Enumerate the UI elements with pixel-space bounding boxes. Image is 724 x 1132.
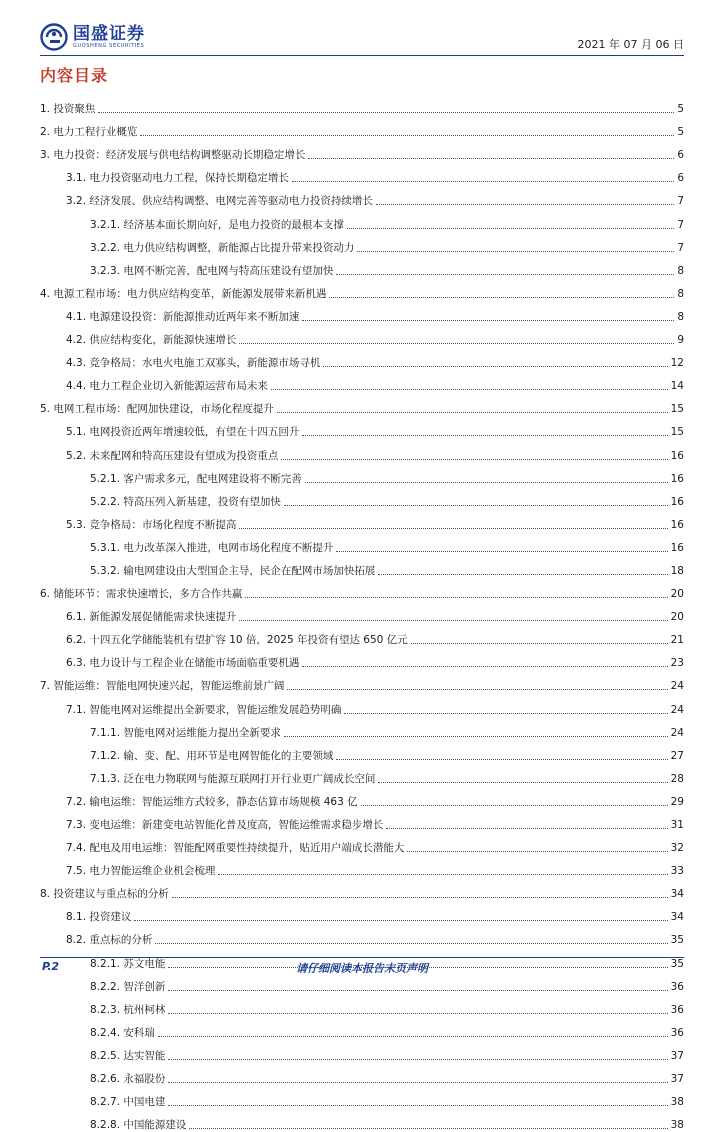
toc-entry-page: 12 <box>670 357 684 370</box>
toc-entry-page: 5 <box>677 126 684 139</box>
toc-entry-label: 7.3. 变电运维：新建变电站智能化普及度高，智能运维需求稳步增长 <box>66 819 384 831</box>
toc-entry-label: 6.3. 电力设计与工程企业在储能市场面临重要机遇 <box>66 657 300 670</box>
toc-entry[interactable] <box>40 624 684 647</box>
toc-entry-page: 35 <box>670 957 684 970</box>
toc-dot-leader <box>336 759 667 760</box>
toc-entry-page: 37 <box>670 1049 684 1062</box>
header-divider <box>40 55 684 56</box>
toc-entry-label: 7.5. 电力智能运维企业机会梳理 <box>66 865 216 878</box>
toc-entry[interactable] <box>40 1063 684 1086</box>
toc-entry-label: 7.1.2. 输、变、配、用环节是电网智能化的主要领域 <box>90 749 334 762</box>
toc-entry-page: 24 <box>670 726 684 739</box>
toc-entry[interactable] <box>40 878 684 901</box>
toc-entry[interactable] <box>40 301 684 324</box>
toc-entry-label: 8.2.8. 中国能源建设 <box>90 1119 187 1132</box>
toc-entry[interactable] <box>40 901 684 924</box>
toc-entry-page: 8 <box>677 287 684 300</box>
toc-entry-label: 5.2.2. 特高压列入新基建，投资有望加快 <box>90 495 281 508</box>
toc-entry[interactable] <box>40 717 684 740</box>
toc-entry-page: 36 <box>670 980 684 993</box>
toc-entry[interactable] <box>40 116 684 139</box>
toc-entry[interactable] <box>40 1086 684 1109</box>
toc-entry-label: 6. 储能环节：需求快速增长，多方合作共赢 <box>40 588 243 601</box>
toc-dot-leader <box>302 320 674 321</box>
toc-entry-page: 8 <box>677 310 684 323</box>
toc-entry[interactable] <box>40 1040 684 1063</box>
toc-dot-leader <box>411 643 668 644</box>
toc-entry-page: 35 <box>670 934 684 947</box>
toc-entry-label: 7.1. 智能电网对运维提出全新要求，智能运维发展趋势明确 <box>66 703 342 716</box>
toc-entry-label: 5.2. 未来配网和特高压建设有望成为投资重点 <box>66 449 279 462</box>
toc-entry-label: 8. 投资建议与重点标的分析 <box>40 888 169 901</box>
toc-entry[interactable] <box>40 763 684 786</box>
toc-entry[interactable] <box>40 232 684 255</box>
toc-entry[interactable] <box>40 162 684 185</box>
toc-dot-leader <box>347 228 674 229</box>
toc-entry[interactable] <box>40 670 684 693</box>
toc-entry-page: 24 <box>670 680 684 693</box>
toc-entry-label: 3.2.3. 电网不断完善，配电网与特高压建设有望加快 <box>90 264 334 277</box>
toc-dot-leader <box>407 851 667 852</box>
toc-entry-label: 8.2.3. 杭州柯林 <box>90 1003 166 1016</box>
toc-entry[interactable] <box>40 786 684 809</box>
toc-entry-page: 6 <box>677 172 684 185</box>
page-header <box>40 22 684 56</box>
toc-entry-page: 9 <box>677 334 684 347</box>
toc-dot-leader <box>168 1059 667 1060</box>
toc-entry[interactable] <box>40 208 684 231</box>
toc-entry-label: 2. 电力工程行业概览 <box>40 126 138 139</box>
toc-dot-leader <box>329 297 674 298</box>
toc-entry-page: 29 <box>670 795 684 808</box>
toc-dot-leader <box>239 620 667 621</box>
toc-dot-leader <box>292 181 674 182</box>
footer-divider <box>40 957 684 958</box>
toc-entry[interactable] <box>40 347 684 370</box>
toc-entry[interactable] <box>40 855 684 878</box>
toc-entry-label: 7.4. 配电及用电运维：智能配网重要性持续提升，贴近用户端成长潜能大 <box>66 842 405 855</box>
toc-entry[interactable] <box>40 601 684 624</box>
toc-dot-leader <box>158 1036 668 1037</box>
toc-dot-leader <box>287 689 667 690</box>
toc-entry-page: 38 <box>670 1119 684 1132</box>
company-name-en: GUOSHENG SECURITIES <box>73 42 145 49</box>
toc-dot-leader <box>323 366 667 367</box>
toc-dot-leader <box>172 897 668 898</box>
toc-entry-page: 24 <box>670 703 684 716</box>
toc-entry[interactable] <box>40 139 684 162</box>
toc-entry-page: 16 <box>670 518 684 531</box>
toc-dot-leader <box>277 412 668 413</box>
toc-entry-page: 18 <box>670 564 684 577</box>
toc-dot-leader <box>305 482 668 483</box>
toc-entry[interactable] <box>40 555 684 578</box>
toc-dot-leader <box>168 1082 667 1083</box>
toc-entry-label: 5.3.1. 电力改革深入推进，电网市场化程度不断提升 <box>90 541 334 554</box>
toc-entry[interactable] <box>40 532 684 555</box>
toc-entry-page: 31 <box>670 819 684 831</box>
toc-entry-label: 5.3. 竞争格局：市场化程度不断提高 <box>66 518 237 531</box>
toc-entry-label: 6.2. 十四五化学储能装机有望扩容 10 倍，2025 年投资有望达 650 亿元 <box>66 634 408 647</box>
toc-entry-page: 7 <box>677 195 684 208</box>
toc-dot-leader <box>376 204 674 205</box>
toc-entry-page: 20 <box>670 588 684 601</box>
toc-entry[interactable] <box>40 416 684 439</box>
toc-entry-label: 5. 电网工程市场：配网加快建设，市场化程度提升 <box>40 403 274 416</box>
toc-entry[interactable] <box>40 185 684 208</box>
footer-disclaimer-note: 请仔细阅读本报告末页声明 <box>296 962 428 975</box>
toc-dot-leader <box>218 874 667 875</box>
toc-entry-page: 36 <box>670 1003 684 1016</box>
toc-entry[interactable] <box>40 924 684 947</box>
table-of-contents <box>40 93 684 1132</box>
toc-entry-page: 36 <box>670 1026 684 1039</box>
toc-dot-leader <box>357 251 674 252</box>
toc-dot-leader <box>239 343 674 344</box>
toc-entry-label: 8.2.4. 安科瑞 <box>90 1026 155 1039</box>
toc-entry-label: 5.1. 电网投资近两年增速较低，有望在十四五回升 <box>66 426 300 439</box>
toc-entry[interactable] <box>40 1017 684 1040</box>
toc-entry-page: 33 <box>670 865 684 878</box>
report-date: 2021 年 07 月 06 日 <box>577 38 684 51</box>
toc-entry-label: 3. 电力投资：经济发展与供电结构调整驱动长期稳定增长 <box>40 149 306 162</box>
toc-dot-leader <box>271 389 668 390</box>
toc-dot-leader <box>284 505 668 506</box>
toc-entry-page: 15 <box>670 403 684 416</box>
toc-entry-label: 4.3. 竞争格局：水电火电施工双寡头，新能源市场寻机 <box>66 357 321 370</box>
toc-entry-page: 6 <box>677 149 684 162</box>
toc-entry-label: 8.2.1. 苏文电能 <box>90 957 166 970</box>
toc-entry[interactable] <box>40 740 684 763</box>
toc-entry-page: 32 <box>670 842 684 855</box>
toc-entry-page: 7 <box>677 241 684 254</box>
toc-dot-leader <box>336 551 667 552</box>
toc-entry-label: 3.2.2. 电力供应结构调整，新能源占比提升带来投资动力 <box>90 241 355 254</box>
toc-entry-label: 8.2.5. 达实智能 <box>90 1049 166 1062</box>
toc-dot-leader <box>239 528 667 529</box>
toc-entry-page: 16 <box>670 449 684 462</box>
toc-entry-label: 8.2.7. 中国电建 <box>90 1096 166 1109</box>
toc-entry-label: 5.3.2. 输电网建设由大型国企主导，民企在配网市场加快拓展 <box>90 564 376 577</box>
toc-dot-leader <box>378 574 667 575</box>
toc-entry-page: 34 <box>670 888 684 901</box>
toc-entry[interactable] <box>40 393 684 416</box>
company-logo <box>40 22 145 52</box>
footer-page-number: P.2 <box>42 960 60 973</box>
toc-entry-label: 4. 电源工程市场：电力供应结构变革，新能源发展带来新机遇 <box>40 287 327 300</box>
toc-entry[interactable] <box>40 439 684 462</box>
toc-entry-label: 6.1. 新能源发展促储能需求快速提升 <box>66 611 237 624</box>
toc-dot-leader <box>168 1013 667 1014</box>
toc-entry[interactable] <box>40 255 684 278</box>
toc-dot-leader <box>378 782 667 783</box>
toc-entry-page: 21 <box>670 634 684 647</box>
toc-dot-leader <box>134 920 667 921</box>
toc-entry-page: 23 <box>670 657 684 670</box>
toc-dot-leader <box>336 274 674 275</box>
toc-entry[interactable] <box>40 324 684 347</box>
toc-entry-page: 37 <box>670 1073 684 1086</box>
toc-dot-leader <box>168 990 667 991</box>
toc-dot-leader <box>98 112 674 113</box>
company-name-cn: 国盛证券 <box>73 23 145 44</box>
toc-dot-leader <box>155 943 667 944</box>
toc-entry[interactable] <box>40 93 684 116</box>
toc-entry-page: 16 <box>670 495 684 508</box>
toc-entry-page: 7 <box>677 218 684 231</box>
toc-dot-leader <box>361 805 668 806</box>
toc-entry-label: 8.2. 重点标的分析 <box>66 934 153 947</box>
toc-entry[interactable] <box>40 463 684 486</box>
toc-entry-page: 34 <box>670 911 684 924</box>
toc-dot-leader <box>189 1128 667 1129</box>
toc-entry[interactable] <box>40 486 684 509</box>
toc-dot-leader <box>281 459 667 460</box>
toc-entry[interactable] <box>40 994 684 1017</box>
toc-dot-leader <box>140 135 674 136</box>
toc-entry-label: 7.2. 输电运维：智能运维方式较多，静态估算市场规模 463 亿 <box>66 795 358 808</box>
toc-entry-page: 8 <box>677 264 684 277</box>
toc-dot-leader <box>284 736 668 737</box>
toc-dot-leader <box>344 713 667 714</box>
toc-entry-label: 8.2.2. 智洋创新 <box>90 980 166 993</box>
toc-entry-label: 4.2. 供应结构变化，新能源快速增长 <box>66 334 237 347</box>
toc-dot-leader <box>302 666 667 667</box>
toc-entry-label: 4.4. 电力工程企业切入新能源运营布局未来 <box>66 380 268 393</box>
toc-dot-leader <box>168 1105 667 1106</box>
toc-entry-page: 16 <box>670 472 684 485</box>
toc-entry[interactable] <box>40 647 684 670</box>
toc-entry[interactable] <box>40 370 684 393</box>
toc-title: 内容目录 <box>40 66 109 85</box>
toc-entry-page: 15 <box>670 426 684 439</box>
toc-entry-label: 4.1. 电源建设投资：新能源推动近两年来不断加速 <box>66 310 300 323</box>
toc-entry-page: 28 <box>670 772 684 785</box>
toc-entry[interactable] <box>40 693 684 716</box>
toc-entry-page: 20 <box>670 611 684 624</box>
toc-dot-leader <box>308 158 674 159</box>
toc-entry-label: 8.1. 投资建议 <box>66 911 132 924</box>
toc-entry[interactable] <box>40 509 684 532</box>
toc-entry[interactable] <box>40 1109 684 1132</box>
toc-entry-page: 14 <box>670 380 684 393</box>
toc-entry[interactable] <box>40 278 684 301</box>
toc-dot-leader <box>386 828 667 829</box>
toc-entry-page: 5 <box>677 103 684 116</box>
toc-entry-label: 1. 投资聚焦 <box>40 103 96 116</box>
toc-entry[interactable] <box>40 832 684 855</box>
toc-dot-leader <box>302 435 667 436</box>
guosheng-logo-icon <box>40 23 68 51</box>
toc-entry-label: 3.2. 经济发展、供应结构调整、电网完善等驱动电力投资持续增长 <box>66 195 373 208</box>
toc-entry[interactable] <box>40 578 684 601</box>
toc-entry-page: 27 <box>670 749 684 762</box>
toc-entry-label: 8.2.6. 永福股份 <box>90 1073 166 1086</box>
toc-entry-label: 3.2.1. 经济基本面长期向好，是电力投资的最根本支撑 <box>90 218 344 231</box>
toc-entry-label: 7. 智能运维：智能电网快速兴起，智能运维前景广阔 <box>40 680 285 693</box>
toc-entry-label: 7.1.1. 智能电网对运维能力提出全新要求 <box>90 726 281 739</box>
toc-entry-page: 16 <box>670 541 684 554</box>
toc-entry-label: 7.1.3. 泛在电力物联网与能源互联网打开行业更广阔成长空间 <box>90 772 376 785</box>
toc-entry-page: 38 <box>670 1096 684 1109</box>
toc-entry-label: 3.1. 电力投资驱动电力工程，保持长期稳定增长 <box>66 172 289 185</box>
toc-entry[interactable] <box>40 809 684 832</box>
toc-dot-leader <box>245 597 667 598</box>
toc-entry-label: 5.2.1. 客户需求多元，配电网建设将不断完善 <box>90 472 302 485</box>
